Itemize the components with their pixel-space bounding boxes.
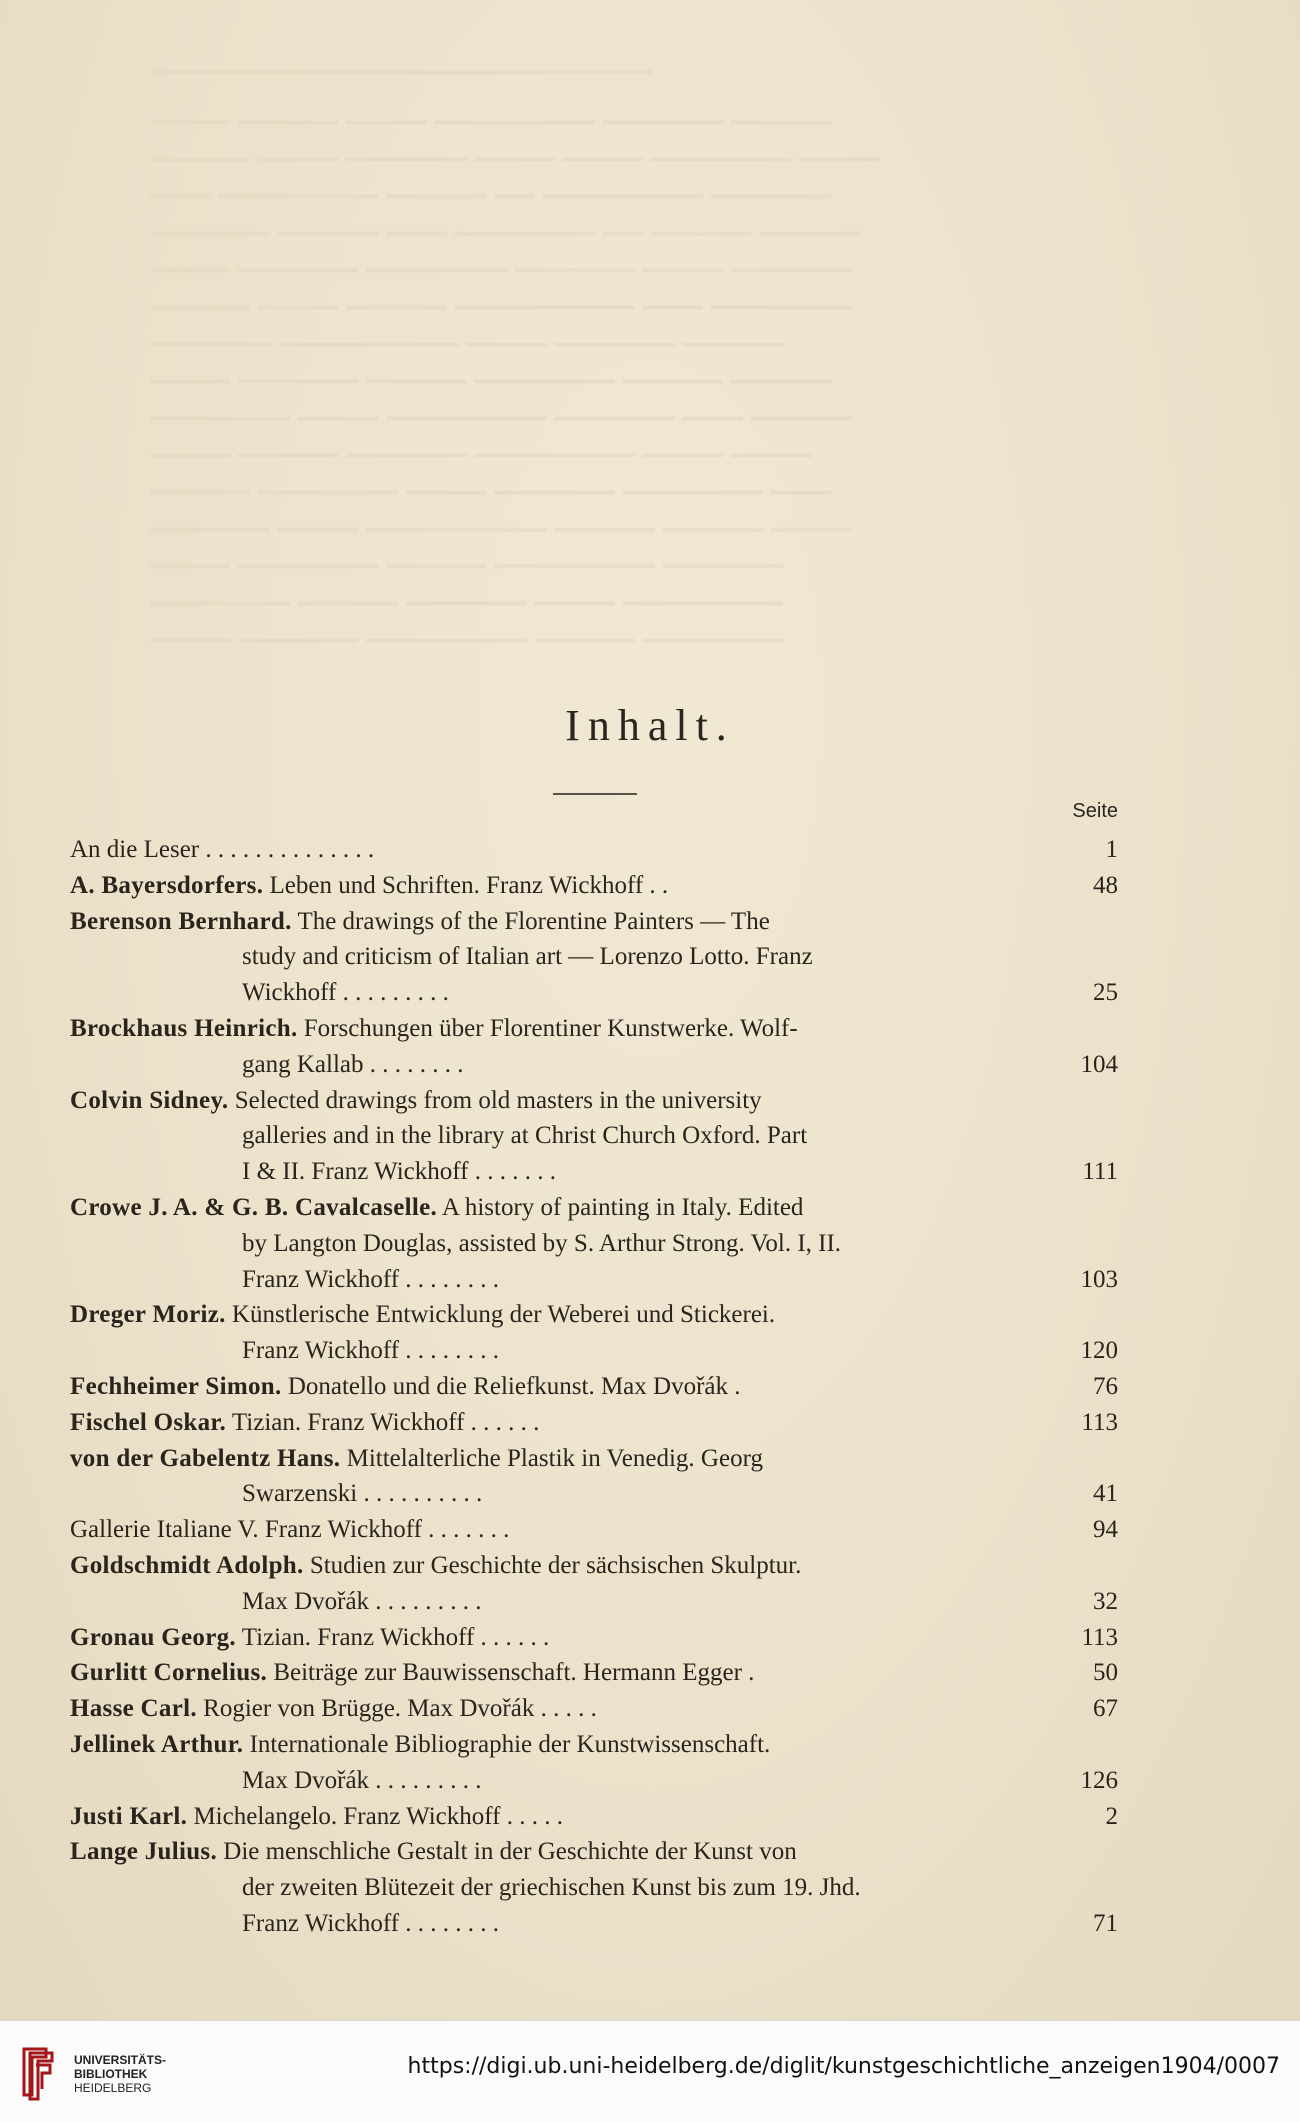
toc-entry [70, 1297, 1118, 1369]
toc-entry [70, 1512, 1118, 1548]
toc-entry-line [70, 1476, 1118, 1512]
toc-entry-line [70, 1083, 1118, 1119]
toc-entry-line [70, 939, 1118, 975]
toc-entry-line [70, 1011, 1118, 1047]
toc-entry-text: Mittelalterliche Plastik in Venedig. Georg [346, 1444, 763, 1472]
toc-author: Jellinek Arthur. [70, 1730, 244, 1758]
toc-author: A. Bayersdorfers. [70, 871, 264, 899]
toc-entry-line [70, 1369, 1118, 1405]
toc-page-number: 113 [1081, 1408, 1118, 1436]
toc-page-number: 48 [1093, 871, 1118, 899]
toc-page-number: 76 [1093, 1372, 1118, 1400]
toc-page-number: 104 [1080, 1050, 1118, 1078]
toc-page-number: 94 [1093, 1516, 1118, 1544]
toc-entry-line [70, 1906, 1118, 1942]
toc-author: Fechheimer Simon. [70, 1372, 282, 1400]
toc-entry-text: Wickhoff . . . . . . . . . [242, 979, 449, 1007]
toc-page-number: 50 [1093, 1659, 1118, 1687]
toc-entry-line [70, 1620, 1118, 1656]
toc-entry-line [70, 1190, 1118, 1226]
toc-page-number: 103 [1080, 1265, 1118, 1293]
toc-entry-line [70, 1512, 1118, 1548]
toc-author: von der Gabelentz Hans. [70, 1444, 341, 1472]
toc-entry-line [70, 1584, 1118, 1620]
toc-entry [70, 1083, 1118, 1190]
library-name-line-2: BIBLIOTHEK [74, 2067, 148, 2081]
toc-entry [70, 1190, 1118, 1297]
toc-entry-text: by Langton Douglas, assisted by S. Arthur Strong. Vol. I, II. [242, 1229, 842, 1257]
toc-entry-text: I & II. Franz Wickhoff . . . . . . . [242, 1158, 556, 1186]
toc-author: Gurlitt Cornelius. [70, 1659, 268, 1687]
page-title: Inhalt. [565, 701, 735, 750]
toc-entry-line [70, 1655, 1118, 1691]
toc-page-number: 67 [1093, 1695, 1118, 1723]
toc-author: Crowe J. A. & G. B. Cavalcaselle. [70, 1193, 438, 1221]
toc-page-number: 120 [1080, 1337, 1118, 1365]
toc-entry-text: Donatello und die Reliefkunst. Max Dvořák . [287, 1372, 741, 1400]
toc-entry-text: galleries and in the library at Christ Church Oxford. Part [242, 1122, 808, 1150]
toc-entry-line [70, 1441, 1118, 1477]
toc-author: Fischel Oskar. [70, 1408, 227, 1436]
toc-entry-text: Michelangelo. Franz Wickhoff . . . . . [193, 1802, 563, 1830]
toc-entry-text: gang Kallab . . . . . . . . [242, 1050, 464, 1078]
toc-author: Lange Julius. [70, 1838, 218, 1866]
toc-entry-line [70, 1297, 1118, 1333]
toc-entry-text: Beiträge zur Bauwissenschaft. Hermann Egger . [273, 1659, 755, 1687]
toc-page-number: 41 [1093, 1480, 1118, 1508]
toc-entry-line [70, 1548, 1118, 1584]
toc-page-number: 1 [1105, 836, 1118, 863]
toc-entry-line [70, 1226, 1118, 1262]
toc-entry [70, 832, 1118, 868]
toc-entry-text: Gallerie Italiane V. Franz Wickhoff . . . . . . . [70, 1516, 510, 1544]
toc-entry-line [70, 1262, 1118, 1298]
toc-entry-text: Swarzenski . . . . . . . . . . [242, 1480, 483, 1508]
toc-author: Goldschmidt Adolph. [70, 1551, 304, 1579]
toc-entry-line [70, 868, 1118, 904]
toc-entry-line [70, 1118, 1118, 1154]
footer-bar [0, 2020, 1300, 2122]
toc-page-number: 126 [1080, 1766, 1118, 1794]
toc-entry-line [70, 832, 1118, 868]
toc-entry-text: der zweiten Blütezeit der griechischen Kunst bis zum 19. Jhd. [242, 1874, 861, 1902]
show-through-text: ━━━━━━━━━━━━━━━━━━━━━━━━━━━━━━━━ ▁▁▁▁ ▁▁▁▁▁ ▁▁▁▁ ▁▁▁▁▁▁▁▁ ▁▁▁▁▁▁ ▁▁▁▁▁ ▁▁▁▁▁ ▁▁▁▁ ▁▁▁▁▁▁ ▁▁▁▁ ▁▁▁▁ ▁▁▁▁▁▁▁ ▁▁▁▁ ▁▁▁ ▁▁▁▁▁▁▁▁ ▁▁▁▁▁ ▁▁ ▁▁▁▁▁▁▁▁ ▁▁▁▁▁▁ ▁▁▁▁▁▁ ▁▁▁▁▁ ▁▁▁ ▁▁▁▁▁▁▁ ▁▁ ▁▁▁▁▁ ▁▁▁▁▁ ▁▁▁▁ ▁▁▁▁▁▁ ▁▁▁▁▁▁▁ ▁▁▁▁▁▁ ▁▁▁▁ ▁▁▁▁▁▁ ▁▁▁▁▁ ▁▁▁▁ ▁▁▁▁▁ ▁▁▁▁▁▁▁▁▁ ▁▁▁ ▁▁▁▁▁▁▁ ▁▁▁▁▁▁ ▁▁▁▁▁▁▁▁▁ ▁▁▁▁ ▁▁▁▁▁▁ ▁▁▁▁▁ ▁▁▁▁ ▁▁▁▁▁▁ ▁▁▁▁▁ ▁▁▁▁▁▁▁ ▁▁▁▁▁ ▁▁▁▁▁ ▁▁▁▁▁▁▁ ▁▁▁▁ ▁▁▁▁▁▁▁▁ ▁▁▁▁▁▁ ▁▁▁ ▁▁▁▁▁ ▁▁▁▁ ▁▁▁▁▁ ▁▁▁▁▁▁ ▁▁▁▁▁▁▁▁ ▁▁▁▁ ▁▁▁▁ ▁▁▁▁▁ ▁▁▁▁▁▁▁ ▁▁▁▁ ▁▁▁▁▁▁ ▁▁▁▁▁▁▁ ▁▁▁ ▁▁▁▁▁▁ ▁▁▁▁ ▁▁▁▁▁▁▁▁▁ ▁▁▁▁▁ ▁▁▁▁▁ ▁▁▁▁ ▁▁▁▁ ▁▁▁▁▁▁▁ ▁▁▁▁▁ ▁▁▁▁▁▁▁▁ ▁▁▁▁▁▁ ▁▁▁▁▁▁▁ ▁▁▁▁▁ ▁▁▁▁▁▁ ▁▁▁▁ ▁▁▁▁▁▁▁▁ ▁▁▁▁ ▁▁▁▁▁▁ ▁▁▁▁▁▁▁▁ ▁▁▁▁▁ ▁▁▁▁▁▁▁ [150, 58, 880, 643]
source-url-link[interactable]: https://digi.ub.uni-heidelberg.de/diglit/kunstgeschichtliche_anzeigen1904/0007 [407, 2054, 1280, 2079]
toc-page-number: 25 [1093, 979, 1118, 1007]
toc-page-number: 111 [1082, 1158, 1118, 1186]
toc-entry [70, 1011, 1118, 1083]
toc-entry-text: Franz Wickhoff . . . . . . . . [242, 1909, 500, 1937]
toc-author: Hasse Carl. [70, 1695, 197, 1723]
toc-entry [70, 1655, 1118, 1691]
toc-entry-text: The drawings of the Florentine Painters — The [297, 907, 770, 935]
toc-entry-line [70, 1834, 1118, 1870]
toc-entry [70, 1369, 1118, 1405]
toc-entry-text: An die Leser . . . . . . . . . . . . . . [70, 836, 375, 863]
toc-author: Brockhaus Heinrich. [70, 1014, 298, 1042]
toc-entry-line [70, 1047, 1118, 1083]
toc-entry-text: Max Dvořák . . . . . . . . . [242, 1587, 482, 1615]
toc-page-number: 71 [1093, 1909, 1118, 1937]
table-of-contents [70, 832, 1118, 1942]
toc-entry-line [70, 904, 1118, 940]
library-name-line-3: HEIDELBERG [74, 2081, 152, 2095]
toc-entry [70, 1548, 1118, 1620]
toc-entry [70, 1620, 1118, 1656]
toc-entry-line [70, 1870, 1118, 1906]
toc-entry-line [70, 1799, 1118, 1835]
library-logo-icon [16, 2045, 58, 2103]
toc-entry-text: Selected drawings from old masters in the university [234, 1086, 762, 1114]
toc-entry-text: Tizian. Franz Wickhoff . . . . . . [231, 1408, 540, 1436]
toc-entry [70, 1691, 1118, 1727]
toc-author: Dreger Moriz. [70, 1301, 226, 1329]
toc-entry [70, 868, 1118, 904]
toc-entry-text: Max Dvořák . . . . . . . . . [242, 1766, 482, 1794]
toc-entry-line [70, 1154, 1118, 1190]
toc-author: Gronau Georg. [70, 1623, 236, 1651]
toc-entry [70, 1727, 1118, 1799]
toc-author: Berenson Bernhard. [70, 907, 292, 935]
toc-entry-text: Franz Wickhoff . . . . . . . . [242, 1265, 500, 1293]
toc-entry-text: Leben und Schriften. Franz Wickhoff . . [269, 871, 669, 899]
title-rule [553, 793, 637, 795]
toc-entry-line [70, 975, 1118, 1011]
toc-entry-line [70, 1763, 1118, 1799]
toc-entry-line [70, 1727, 1118, 1763]
toc-entry-text: A history of painting in Italy. Edited [441, 1193, 804, 1221]
toc-entry-text: Künstlerische Entwicklung der Weberei und Stickerei. [231, 1301, 776, 1329]
toc-entry-line [70, 1405, 1118, 1441]
library-name-line-1: UNIVERSITÄTS- [74, 2053, 167, 2067]
toc-entry-text: Die menschliche Gestalt in der Geschichte der Kunst von [223, 1838, 797, 1866]
page-column-label: Seite [1072, 800, 1118, 822]
toc-entry-line [70, 1333, 1118, 1369]
toc-page-number: 32 [1093, 1587, 1118, 1615]
toc-page-number: 2 [1105, 1802, 1118, 1830]
toc-entry-text: study and criticism of Italian art — Lorenzo Lotto. Franz [242, 943, 813, 971]
toc-author: Justi Karl. [70, 1802, 188, 1830]
library-name [74, 2053, 166, 2095]
toc-entry-text: Studien zur Geschichte der sächsischen Skulptur. [309, 1551, 802, 1579]
toc-entry [70, 1834, 1118, 1941]
toc-page-number: 113 [1081, 1623, 1118, 1651]
toc-entry [70, 1799, 1118, 1835]
toc-entry [70, 1441, 1118, 1513]
toc-entry-text: Tizian. Franz Wickhoff . . . . . . [241, 1623, 550, 1651]
toc-entry [70, 904, 1118, 1011]
toc-entry-text: Franz Wickhoff . . . . . . . . [242, 1337, 500, 1365]
toc-entry [70, 1405, 1118, 1441]
toc-entry-text: Internationale Bibliographie der Kunstwissenschaft. [249, 1730, 771, 1758]
toc-entry-line [70, 1691, 1118, 1727]
toc-entry-text: Forschungen über Florentiner Kunstwerke. Wolf- [303, 1014, 798, 1042]
toc-entry-text: Rogier von Brügge. Max Dvořák . . . . . [203, 1695, 597, 1723]
toc-author: Colvin Sidney. [70, 1086, 229, 1114]
